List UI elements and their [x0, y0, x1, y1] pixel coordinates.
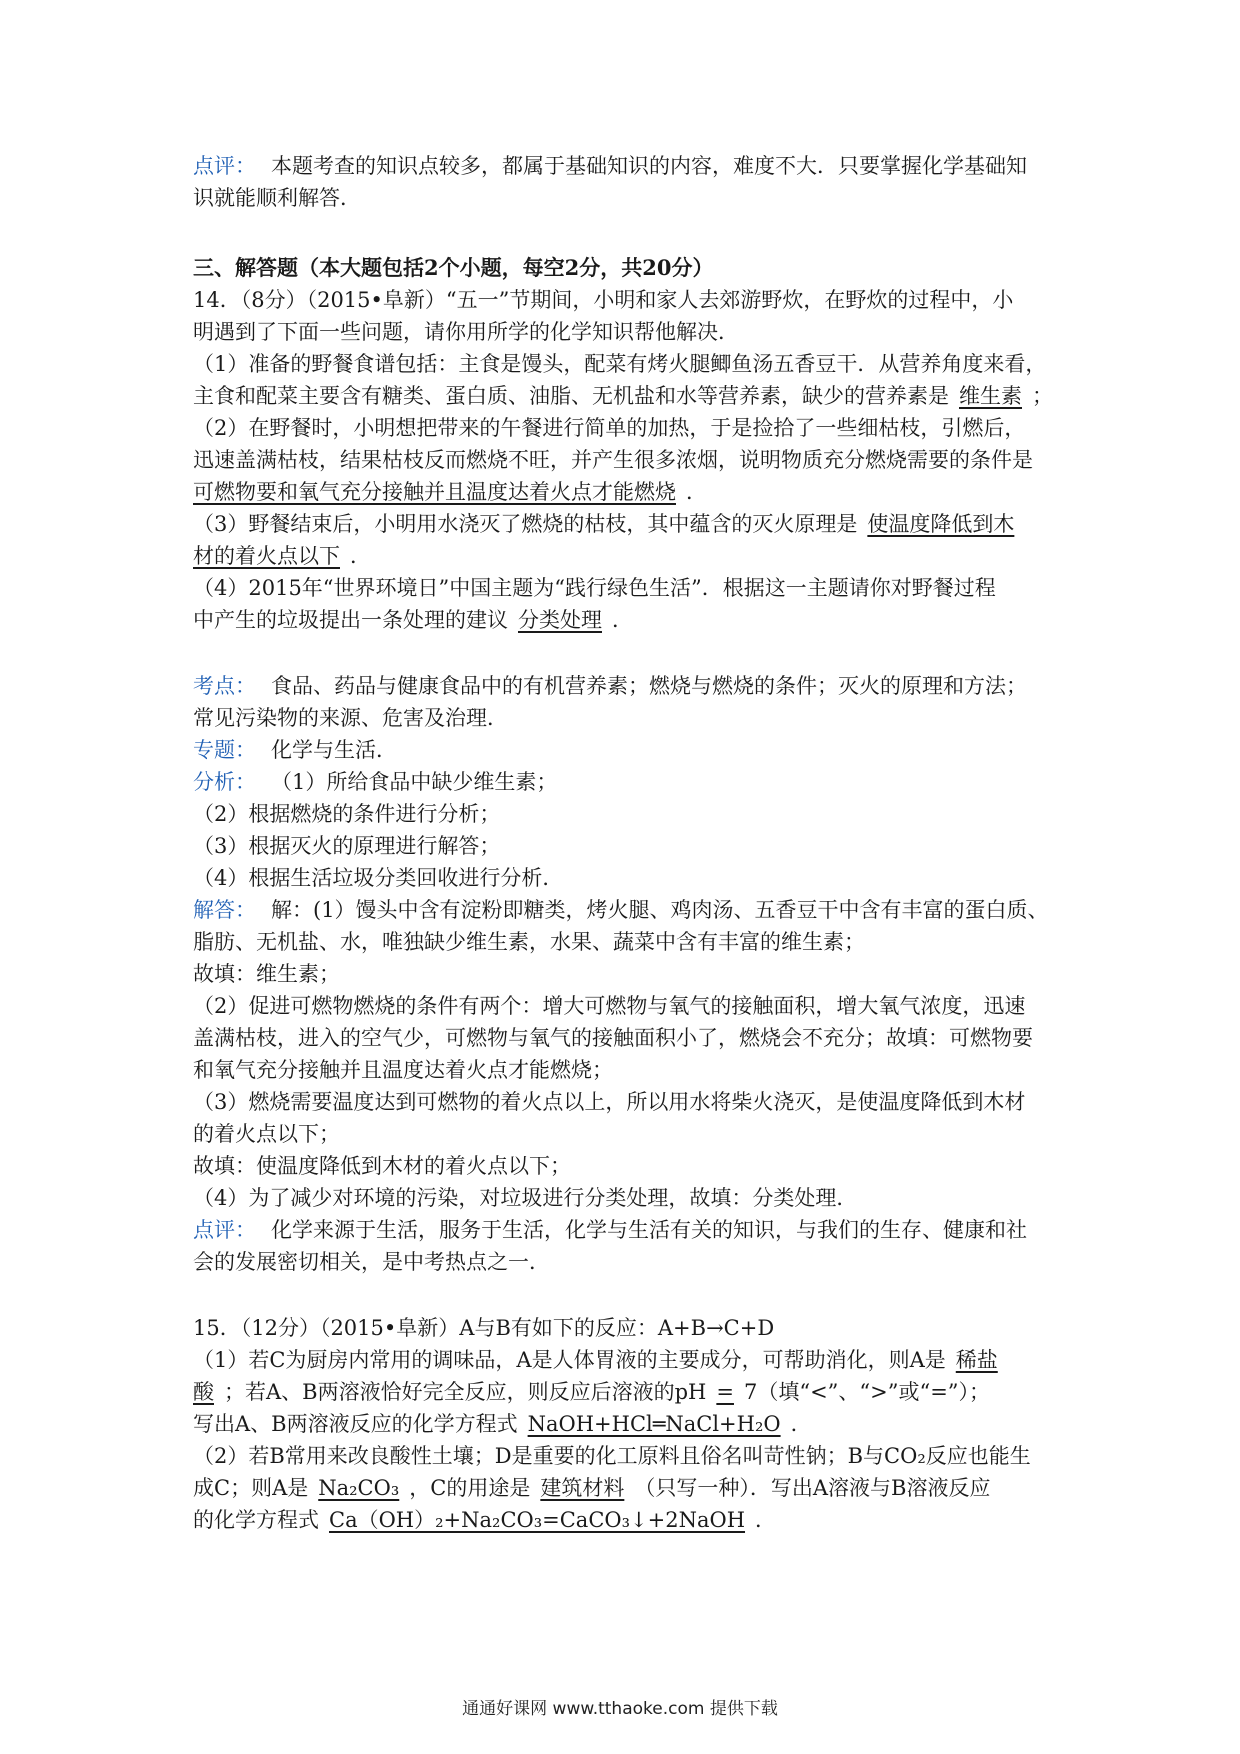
jieda-line-9: 故填：使温度降低到木材的着火点以下；	[193, 1154, 571, 1178]
q15-p1-line-2: 酸 ；若A、B两溶液恰好完全反应，则反应后溶液的pH = 7（填“<”、“>”或“=”）；	[193, 1380, 991, 1404]
jieda-line-4: （2）促进可燃物燃烧的条件有两个：增大可燃物与氧气的接触面积，增大氧气浓度，迅速	[193, 994, 1026, 1018]
jieda-line-10: （4）为了减少对环境的污染，对垃圾进行分类处理，故填：分类处理．	[193, 1186, 858, 1210]
q14-p3-line-1: （3）野餐结束后，小明用水浇灭了燃烧的枯枝，其中蕴含的灭火原理是 使温度降低到木	[193, 508, 1053, 540]
q14-p1-line-1: （1）准备的野餐食谱包括：主食是馒头，配菜有烤火腿鲫鱼汤五香豆干．从营养角度来看，	[193, 352, 1047, 376]
zhuanti-line: 专题： 化学与生活．	[193, 734, 1053, 766]
q14-p4-line-1: （4）2015年“世界环境日”中国主题为“践行绿色生活”．根据这一主题请你对野餐过程	[193, 576, 996, 600]
q15-p1-line-1: （1）若C为厨房内常用的调味品，A是人体胃液的主要成分，可帮助消化，则A是 稀盐	[193, 1344, 1053, 1376]
q14-answer-1: 维生素	[959, 384, 1022, 408]
q15-intro: 15．（12分）（2015•阜新）A与B有如下的反应：A+B→C+D	[193, 1316, 775, 1340]
q15-answer-4: Na₂CO₃	[318, 1476, 400, 1500]
zhuanti-label: 专题：	[193, 738, 256, 762]
q15-answer-2: =	[716, 1380, 734, 1404]
fenxi-line-1: 分析： （1）所给食品中缺少维生素；	[193, 766, 1053, 798]
q14-answer-4: 分类处理	[518, 608, 602, 632]
fenxi-label: 分析：	[193, 770, 256, 794]
q15-p2-line-1: （2）若B常用来改良酸性土壤；D是重要的化工原料且俗名叫苛性钠；B与CO₂反应也能生	[193, 1444, 1031, 1468]
fenxi-line-4: （4）根据生活垃圾分类回收进行分析．	[193, 866, 564, 890]
q15-answer-5: 建筑材料	[540, 1476, 625, 1500]
q14-p2-line-3: 可燃物要和氧气充分接触并且温度达着火点才能燃烧 ．	[193, 480, 707, 504]
q14-answer-3b: 材的着火点以下	[193, 544, 340, 568]
q14-answer-3a: 使温度降低到木	[867, 512, 1015, 536]
kaodian-line-1: 考点： 食品、药品与健康食品中的有机营养素；燃烧与燃烧的条件；灭火的原理和方法；	[193, 670, 1053, 702]
q14-p2-line-1: （2）在野餐时，小明想把带来的午餐进行简单的加热，于是捡拾了一些细枯枝，引燃后，	[193, 416, 1026, 440]
kaodian-label: 考点：	[193, 674, 256, 698]
q14-p4-line-2: 中产生的垃圾提出一条处理的建议 分类处理 ．	[193, 608, 633, 632]
q15-p1-line-3: 写出A、B两溶液反应的化学方程式 NaOH+HCl═NaCl+H₂O ．	[193, 1412, 812, 1436]
q15-p2-line-2: 成C；则A是 Na₂CO₃ ，C的用途是 建筑材料 （只写一种）．写出A溶液与B溶液反应	[193, 1476, 991, 1500]
q15-p2-line-3: 的化学方程式 Ca（OH）₂+Na₂CO₃=CaCO₃↓+2NaOH ．	[193, 1508, 777, 1532]
q15-answer-6: Ca（OH）₂+Na₂CO₃=CaCO₃↓+2NaOH	[329, 1508, 746, 1532]
dianping-line-2: 会的发展密切相关，是中考热点之一．	[193, 1250, 550, 1274]
fenxi-line-3: （3）根据灭火的原理进行解答；	[193, 834, 501, 858]
jieda-line-8: 的着火点以下；	[193, 1122, 340, 1146]
q14-p1-line-2: 主食和配菜主要含有糖类、蛋白质、油脂、无机盐和水等营养素，缺少的营养素是 维生素 ；	[193, 384, 1053, 408]
section-heading: 三、解答题（本大题包括2个小题，每空2分，共20分）	[193, 255, 714, 280]
dianping-label: 点评：	[193, 1218, 256, 1242]
jieda-line-1: 解答： 解：(1）馒头中含有淀粉即糖类，烤火腿、鸡肉汤、五香豆干中含有丰富的蛋白质、	[193, 894, 1053, 926]
jieda-line-6: 和氧气充分接触并且温度达着火点才能燃烧；	[193, 1058, 613, 1082]
jieda-line-5: 盖满枯枝，进入的空气少，可燃物与氧气的接触面积小了，燃烧会不充分；故填：可燃物要	[193, 1026, 1033, 1050]
review-line-1: 点评： 本题考查的知识点较多，都属于基础知识的内容，难度不大．只要掌握化学基础知	[193, 150, 1053, 182]
jieda-line-2: 脂肪、无机盐、水，唯独缺少维生素，水果、蔬菜中含有丰富的维生素；	[193, 930, 865, 954]
jieda-label: 解答：	[193, 898, 256, 922]
q15-answer-1b: 酸	[193, 1380, 214, 1404]
q14-p3-line-2: 材的着火点以下 ．	[193, 544, 371, 568]
q14-intro-1: 14．（8分）（2015•阜新）“五一”节期间，小明和家人去郊游野炊，在野炊的过程中，小	[193, 288, 1014, 312]
page-footer: 通通好课网 www.tthaoke.com 提供下载	[462, 1699, 778, 1719]
q14-answer-2: 可燃物要和氧气充分接触并且温度达着火点才能燃烧	[193, 480, 676, 504]
q14-p2-line-2: 迅速盖满枯枝，结果枯枝反而燃烧不旺，并产生很多浓烟，说明物质充分燃烧需要的条件是	[193, 448, 1033, 472]
q15-answer-3: NaOH+HCl═NaCl+H₂O	[527, 1412, 781, 1436]
fenxi-line-2: （2）根据燃烧的条件进行分析；	[193, 802, 501, 826]
review-line-2: 识就能顺利解答．	[193, 186, 361, 210]
jieda-line-7: （3）燃烧需要温度达到可燃物的着火点以上，所以用水将柴火浇灭，是使温度降低到木材	[193, 1090, 1026, 1114]
q14-intro-2: 明遇到了下面一些问题，请你用所学的化学知识帮他解决．	[193, 320, 739, 344]
dianping-line-1: 点评： 化学来源于生活，服务于生活，化学与生活有关的知识，与我们的生存、健康和社	[193, 1214, 1053, 1246]
jieda-line-3: 故填：维生素；	[193, 962, 340, 986]
review-label: 点评：	[193, 154, 256, 178]
q15-answer-1a: 稀盐	[955, 1348, 998, 1372]
kaodian-line-2: 常见污染物的来源、危害及治理．	[193, 706, 508, 730]
